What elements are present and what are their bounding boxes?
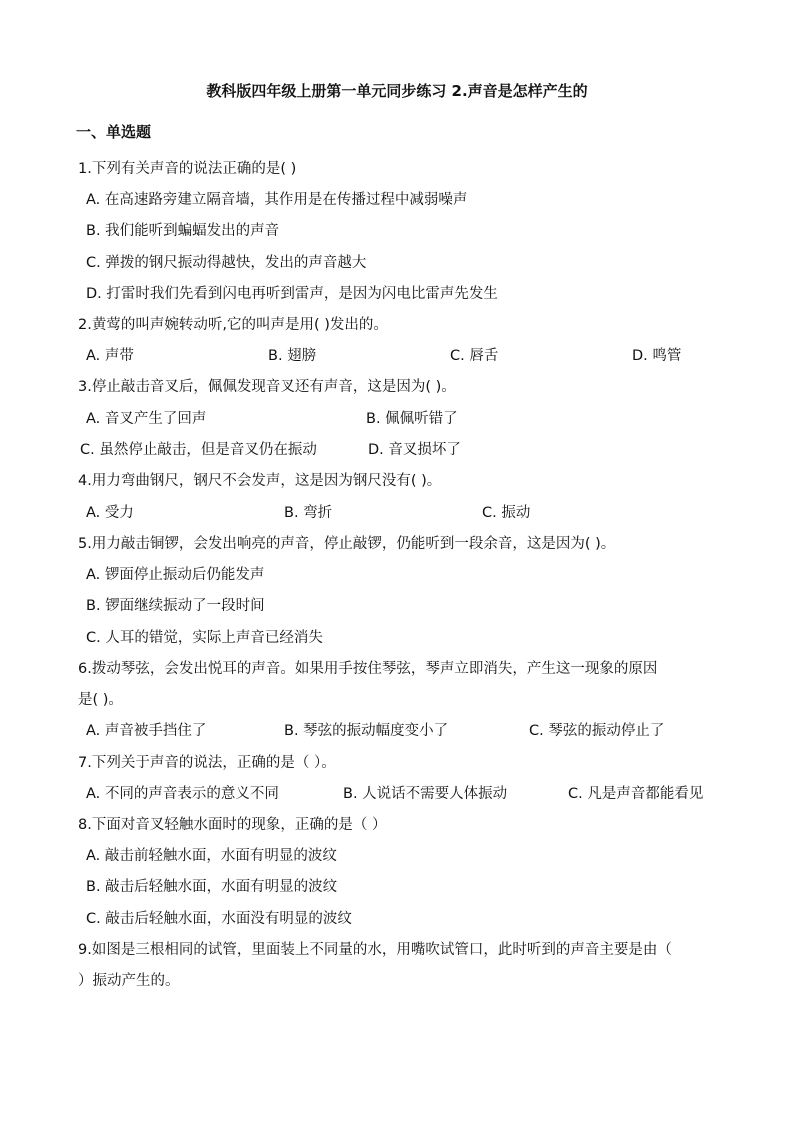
question-9-continued	[0, 970, 794, 992]
option-row	[0, 783, 794, 805]
option-b: B. 翅膀	[268, 348, 317, 364]
option-row	[0, 502, 794, 524]
option-row	[0, 189, 794, 211]
question-6	[0, 658, 794, 680]
question-stem: 3.停止敲击音叉后，佩佩发现音叉还有声音，这是因为( )。	[78, 379, 456, 395]
option-b: B. 锣面继续振动了一段时间	[86, 598, 265, 614]
option-a: A. 锣面停止振动后仍能发声	[86, 567, 265, 583]
option-row	[0, 220, 794, 242]
option-a: A. 音叉产生了回声	[86, 411, 207, 427]
option-row	[0, 876, 794, 898]
option-row	[0, 283, 794, 305]
option-a: A. 声带	[86, 348, 134, 364]
question-9	[0, 939, 794, 961]
option-row	[0, 720, 794, 742]
option-row	[0, 345, 794, 367]
question-1	[0, 158, 794, 180]
option-d: D. 打雷时我们先看到闪电再听到雷声，是因为闪电比雷声先发生	[86, 286, 498, 302]
option-row	[0, 439, 794, 461]
option-c: C. 弹拨的钢尺振动得越快，发出的声音越大	[86, 255, 367, 271]
option-a: A. 不同的声音表示的意义不同	[86, 786, 279, 802]
option-c: C. 振动	[482, 505, 531, 521]
option-a: A. 敲击前轻触水面，水面有明显的波纹	[86, 848, 337, 864]
option-a: A. 在高速路旁建立隔音墙，其作用是在传播过程中减弱噪声	[86, 192, 468, 208]
question-stem: 8.下面对音叉轻触水面时的现象，正确的是（ ）	[78, 817, 387, 833]
option-a: A. 受力	[86, 505, 134, 521]
option-c: C. 凡是声音都能看见	[568, 786, 704, 802]
question-stem: 4.用力弯曲钢尺，钢尺不会发声，这是因为钢尺没有( )。	[78, 473, 442, 489]
option-c: C. 唇舌	[450, 348, 499, 364]
option-row	[0, 252, 794, 274]
option-a: A. 声音被手挡住了	[86, 723, 207, 739]
question-stem-continued: 是( )。	[78, 692, 123, 708]
option-row	[0, 564, 794, 586]
section-heading: 一、单选题	[76, 123, 152, 141]
option-b: B. 琴弦的振动幅度变小了	[284, 723, 449, 739]
option-row	[0, 845, 794, 867]
page-title: 教科版四年级上册第一单元同步练习 2.声音是怎样产生的	[206, 82, 588, 100]
question-stem: 2.黄莺的叫声婉转动听,它的叫声是用( )发出的。	[78, 317, 388, 333]
option-c: C. 琴弦的振动停止了	[529, 723, 665, 739]
option-b: B. 弯折	[284, 505, 333, 521]
option-b: B. 我们能听到蝙蝠发出的声音	[86, 223, 280, 239]
question-stem-continued: ）振动产生的。	[78, 973, 180, 989]
option-c: C. 虽然停止敲击，但是音叉仍在振动	[80, 442, 317, 458]
option-d: D. 鸣管	[632, 348, 682, 364]
question-stem: 9.如图是三根相同的试管，里面装上不同量的水，用嘴吹试管口，此时听到的声音主要是由（	[78, 942, 672, 958]
question-2	[0, 314, 794, 336]
option-b: B. 敲击后轻触水面，水面有明显的波纹	[86, 879, 338, 895]
question-stem: 6.拨动琴弦，会发出悦耳的声音。如果用手按住琴弦，琴声立即消失，产生这一现象的原因	[78, 661, 658, 677]
question-7	[0, 752, 794, 774]
question-3	[0, 376, 794, 398]
question-6-continued	[0, 689, 794, 711]
question-stem: 1.下列有关声音的说法正确的是( )	[78, 161, 297, 177]
question-8	[0, 814, 794, 836]
question-4	[0, 470, 794, 492]
option-c: C. 敲击后轻触水面，水面没有明显的波纹	[86, 911, 352, 927]
option-b: B. 佩佩听错了	[366, 411, 458, 427]
option-row	[0, 408, 794, 430]
option-row	[0, 595, 794, 617]
option-c: C. 人耳的错觉，实际上声音已经消失	[86, 630, 323, 646]
question-5	[0, 533, 794, 555]
option-b: B. 人说话不需要人体振动	[343, 786, 508, 802]
option-d: D. 音叉损坏了	[368, 442, 461, 458]
option-row	[0, 908, 794, 930]
question-stem: 5.用力敲击铜锣，会发出响亮的声音，停止敲锣，仍能听到一段余音，这是因为( )。	[78, 536, 616, 552]
option-row	[0, 627, 794, 649]
question-stem: 7.下列关于声音的说法，正确的是（ ）。	[78, 755, 336, 771]
